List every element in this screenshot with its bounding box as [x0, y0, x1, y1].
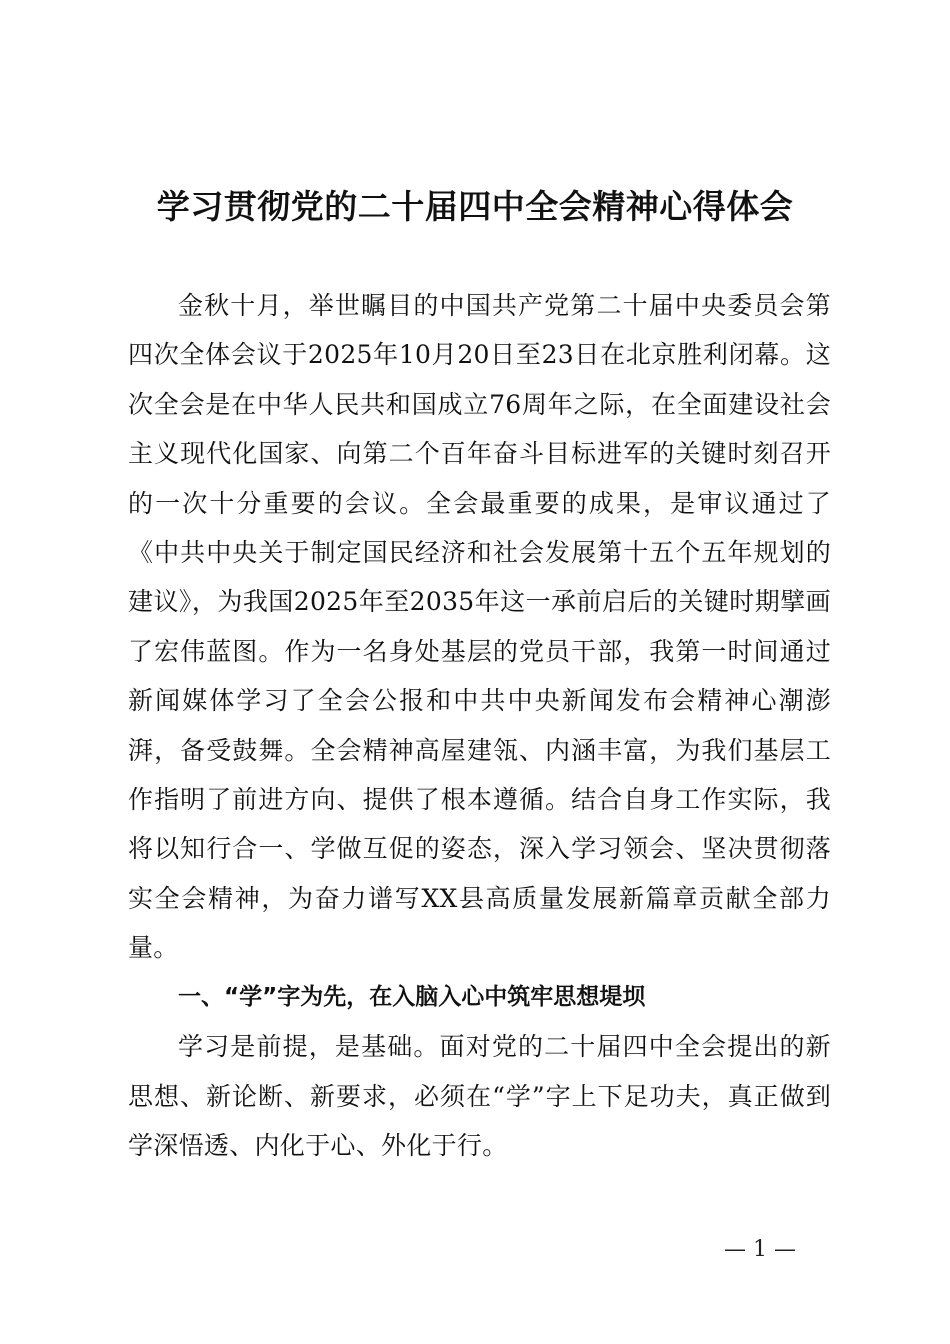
intro-paragraph: 金秋十月，举世瞩目的中国共产党第二十届中央委员会第四次全体会议于2025年10月20日至23日在北京胜利闭幕。这次全会是在中华人民共和国成立76周年之际，在全面建设社会主义现代化国家、向第二个百年奋斗目标进军的关键时刻召开的一次十分重要的会议。全会最重要的成果，是审议通过了《中共中央关于制定国民经济和社会发展第十五个五年规划的建议》，为我国2025年至2035年这一承前启后的关键时期擘画了宏伟蓝图。作为一名身处基层的党员干部，我第一时间通过新闻媒体学习了全会公报和中共中央新闻发布会精神心潮澎湃，备受鼓舞。全会精神高屋建瓴、内涵丰富，为我们基层工作指明了前进方向、提供了根本遵循。结合自身工作实际，我将以知行合一、学做互促的姿态，深入学习领会、坚决贯彻落实全会精神，为奋力谱写XX县高质量发展新篇章贡献全部力量。 — [128, 291, 831, 963]
section-heading: 一、“学”字为先，在入脑入心中筑牢思想堤坝 — [178, 983, 646, 1010]
section-paragraph: 学习是前提，是基础。面对党的二十届四中全会提出的新思想、新论断、新要求，必须在“学”字上下足功夫，真正做到学深悟透、内化于心、外化于行。 — [128, 1032, 831, 1160]
document-body — [128, 281, 831, 1170]
page-number: — 1 — — [724, 1237, 796, 1262]
document-title: 学习贯彻党的二十届四中全会精神心得体会 — [156, 187, 794, 226]
